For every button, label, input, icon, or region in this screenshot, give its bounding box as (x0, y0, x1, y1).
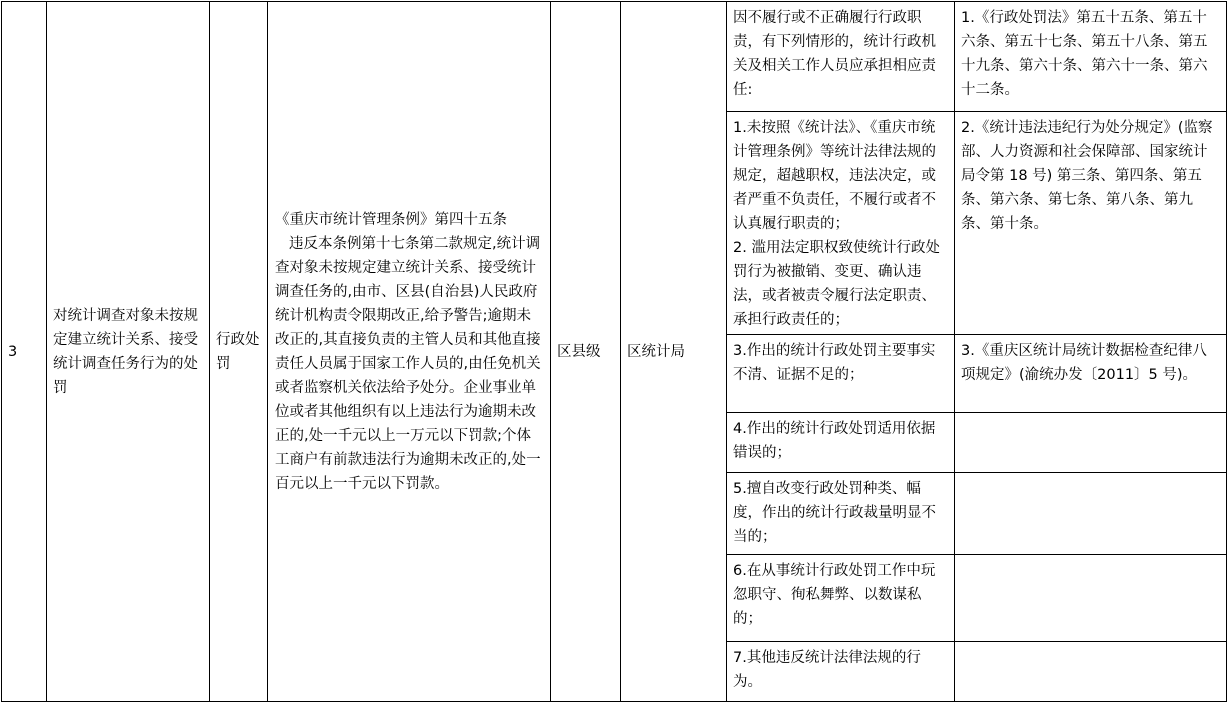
situation-text: 7.其他违反统计法律法规的行为。 (733, 650, 921, 690)
table-row (2, 2, 1227, 112)
law-cell (955, 642, 1227, 702)
law-cell (955, 112, 1227, 335)
situation-cell (727, 555, 955, 642)
law-cell (955, 2, 1227, 112)
law-text: 3.《重庆区统计局统计数据检查纪律八项规定》(渝统办发〔2011〕5 号)。 (961, 343, 1207, 383)
level: 区县级 (557, 343, 601, 360)
situation-text: 因不履行或不正确履行行政职责，有下列情形的，统计行政机关及相关工作人员应承担相应责任: (733, 10, 936, 98)
law-text: 2.《统计违法违纪行为处分规定》(监察部、人力资源和社会保障部、国家统计局令第 18 号) 第三条、第四条、第五条、第六条、第七条、第八条、第九条、第十条。 (961, 120, 1213, 232)
row-number: 3 (8, 343, 18, 360)
department: 区统计局 (627, 343, 685, 360)
law-cell (955, 473, 1227, 555)
legal-basis-cell (268, 2, 551, 702)
item-name: 对统计调查对象未按规定建立统计关系、接受统计调查任务行为的处罚 (53, 307, 198, 396)
situation-cell (727, 413, 955, 473)
row-number-cell (2, 2, 47, 702)
situation-cell (727, 335, 955, 413)
item-name-cell (47, 2, 210, 702)
law-cell (955, 555, 1227, 642)
situation-text: 4.作出的统计行政处罚适用依据错误的； (733, 421, 936, 461)
situation-cell (727, 2, 955, 112)
situation-text: 6.在从事统计行政处罚工作中玩忽职守、徇私舞弊、以数谋私的； (733, 563, 936, 627)
level-cell (551, 2, 621, 702)
department-cell (621, 2, 727, 702)
situation-cell (727, 112, 955, 335)
law-cell (955, 335, 1227, 413)
law-cell (955, 413, 1227, 473)
category-cell (210, 2, 268, 702)
situation-text: 3.作出的统计行政处罚主要事实不清、证据不足的； (733, 343, 936, 383)
situation-text: 5.擅自改变行政处罚种类、幅度，作出的统计行政裁量明显不当的； (733, 481, 936, 545)
legal-basis-title: 《重庆市统计管理条例》第四十五条 (275, 211, 507, 228)
category: 行政处罚 (216, 331, 260, 372)
legal-basis-body: 违反本条例第十七条第二款规定,统计调查对象未按规定建立统计关系、接受统计调查任务的,由市、区县(自治县)人民政府统计机构责令限期改正,给予警告;逾期未改正的,其直接负责的主管人员和其他直接责任人员属于国家工作人员的,由任免机关或者监察机关依法给予处分。企业事业单位或者其他组织有以上违法行为逾期未改正的,处一千元以上一万元以下罚款;个体工商户有前款违法行为逾期未改正的,处一百元以上一千元以下罚款。 (275, 235, 541, 492)
responsibility-table (1, 1, 1227, 702)
law-text: 1.《行政处罚法》第五十五条、第五十六条、第五十七条、第五十八条、第五十九条、第六十条、第六十一条、第六十二条。 (961, 10, 1208, 98)
situation-text: 1.未按照《统计法》、《重庆市统计管理条例》等统计法律法规的规定，超越职权，违法决定，或者严重不负责任，不履行或者不认真履行职责的； 2. 滥用法定职权致使统计行政处罚行为被撤销、变更、确认违法，或者被责令履行法定职责、承担行政责任的； (733, 120, 940, 328)
situation-cell (727, 473, 955, 555)
situation-cell (727, 642, 955, 702)
